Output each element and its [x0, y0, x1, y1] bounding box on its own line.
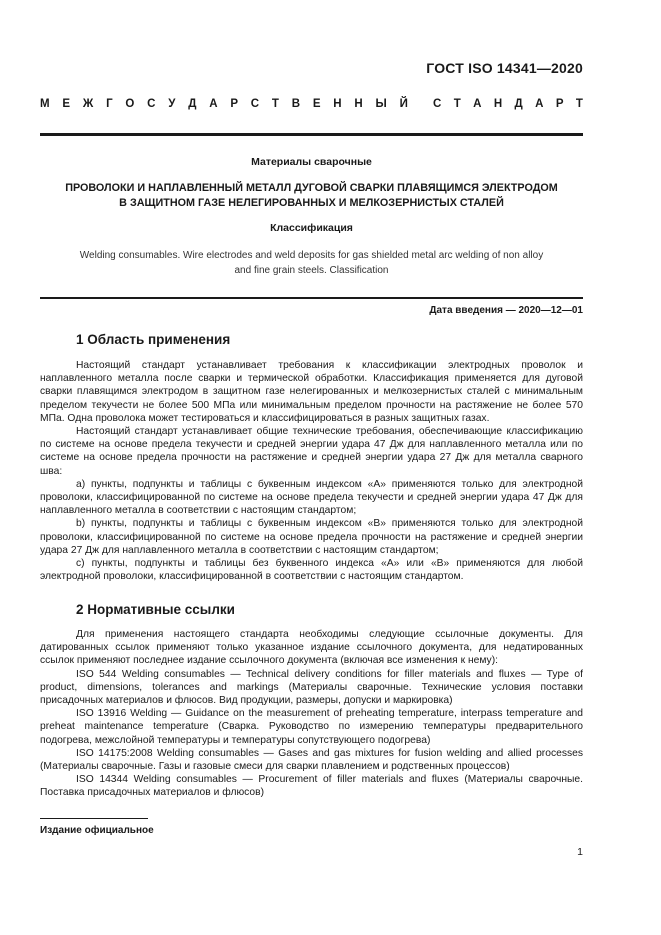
banner-letter: Й	[399, 98, 408, 110]
banner-letter: Д	[514, 98, 523, 110]
banner-letter: Т	[453, 98, 461, 110]
title-line-1: ПРОВОЛОКИ И НАПЛАВЛЕННЫЙ МЕТАЛЛ ДУГОВОЙ СВАРКИ ПЛАВЯЩИМСЯ ЭЛЕКТРОДОМ	[65, 182, 558, 194]
english-title-line-2: and fine grain steels. Classification	[234, 264, 389, 276]
paragraph: Для применения настоящего стандарта необходимы следующие ссылочные документы. Для датированных ссылок применяют только указанное издание ссылочного документа, для недатированных ссылок применяют последнее издание ссылочного документа (включая все изменения к нему):	[40, 629, 583, 667]
banner-letter: А	[473, 98, 482, 110]
section-2-body	[40, 628, 583, 800]
paragraph: Настоящий стандарт устанавливает требования к классификации электродных проволок и наплавленного металла после сварки и термической обработки. Классификация применяется для дуговой сварки плавящимся электродом в защитном газе нелегированных и мелкозернистых сталей с минимальным пределом текучести не более 500 МПа или минимальным пределом прочности на растяжение не более 570 МПа. Одна проволока может тестироваться и классифицироваться в разных защитных газах.	[40, 360, 583, 424]
banner-letter: Ы	[375, 98, 387, 110]
banner-letter: Г	[106, 98, 113, 110]
reference-item: ISO 13916 Welding — Guidance on the measurement of preheating temperature, interpass temperature and preheat maintenance temperature (Сварка. Руководство по измерению температуры предварительного подогрева, межслойной температуры и температуры сопутствующего подогрева)	[40, 708, 583, 746]
footer-divider	[40, 818, 148, 819]
list-item: b) пункты, подпункты и таблицы с буквенным индексом «В» применяются только для электродной проволоки, классифицированной по системе на основе предела прочности на растяжение и средней энергии удара 27 Дж для наплавленного металла в соответствии с настоящим стандартом;	[40, 518, 583, 556]
section-1-body	[40, 359, 583, 583]
reference-item: ISO 544 Welding consumables — Technical delivery conditions for filler materials and fluxes — Type of product, dimensions, tolerances and markings (Материалы сварочные. Технические условия поставки присадочных материалов и флюсов. Вид продукции, размеры, допуски и маркировка)	[40, 668, 583, 707]
official-edition-label: Издание официальное	[40, 825, 154, 836]
classification-label: Классификация	[270, 222, 353, 234]
title-divider	[40, 297, 583, 299]
banner-letter: Р	[230, 98, 238, 110]
banner-letter: Е	[62, 98, 71, 110]
banner-letter: А	[535, 98, 544, 110]
interstate-word	[40, 98, 408, 110]
banner-letter: С	[147, 98, 156, 110]
english-title-line-1: Welding consumables. Wire electrodes and weld deposits for gas shielded metal arc welding of non alloy	[79, 250, 544, 261]
interstate-standard-banner	[40, 98, 583, 110]
banner-letter: В	[291, 98, 301, 110]
banner-letter: Т	[271, 98, 279, 110]
banner-letter: Р	[555, 98, 564, 110]
banner-letter: М	[40, 98, 50, 110]
standard-word	[433, 98, 583, 110]
banner-letter: С	[433, 98, 442, 110]
header-divider	[40, 133, 583, 136]
banner-letter: У	[168, 98, 176, 110]
banner-letter: А	[209, 98, 218, 110]
title-line-2: В ЗАЩИТНОМ ГАЗЕ НЕЛЕГИРОВАННЫХ И МЕЛКОЗЕРНИСТЫХ СТАЛЕЙ	[119, 197, 504, 209]
english-title	[40, 249, 583, 278]
banner-letter: О	[125, 98, 135, 110]
list-item: а) пункты, подпункты и таблицы с буквенным индексом «А» применяются только для электродной проволоки, классифицированной по системе на основе предела текучести и средней энергии удара 47 Дж для наплавленного металла в соответствии с настоящим стандартом;	[40, 478, 583, 517]
banner-letter: Н	[333, 98, 342, 110]
banner-letter: Д	[188, 98, 197, 110]
banner-letter: С	[250, 98, 260, 110]
reference-item: ISO 14175:2008 Welding consumables — Gases and gas mixtures for fusion welding and allied processes (Материалы сварочные. Газы и газовые смеси для сварки плавлением и родственных процессов)	[40, 747, 583, 773]
list-item: с) пункты, подпункты и таблицы без буквенного индекса «А» или «В» применяются для любой электродной проволоки, классифицированной в соответствии с настоящим стандартом.	[40, 558, 583, 583]
banner-letter: Ж	[82, 98, 94, 110]
banner-letter: Е	[312, 98, 321, 110]
paragraph: Настоящий стандарт устанавливает общие технические требования, обеспечивающие классификацию по системе на основе предела текучести и средней энергии удара 47 Дж для наплавленного металла или по системе на основе предела прочности на растяжение и средней энергии удара 27 Дж для металла сварного шва:	[40, 426, 583, 477]
document-code: ГОСТ ISO 14341—2020	[426, 60, 583, 76]
banner-letter: Н	[354, 98, 363, 110]
introduction-date: Дата введения — 2020—12—01	[429, 305, 583, 316]
page-number: 1	[577, 846, 583, 858]
subject-title: Материалы сварочные	[251, 156, 372, 168]
banner-letter: Т	[575, 98, 583, 110]
document-title	[40, 181, 583, 211]
section-1-heading: 1 Область применения	[76, 332, 231, 347]
reference-item: ISO 14344 Welding consumables — Procurement of filler materials and fluxes (Материалы сварочные. Поставка присадочных материалов и флюсов)	[40, 774, 583, 799]
section-2-heading: 2 Нормативные ссылки	[76, 602, 235, 617]
banner-letter: Н	[493, 98, 503, 110]
